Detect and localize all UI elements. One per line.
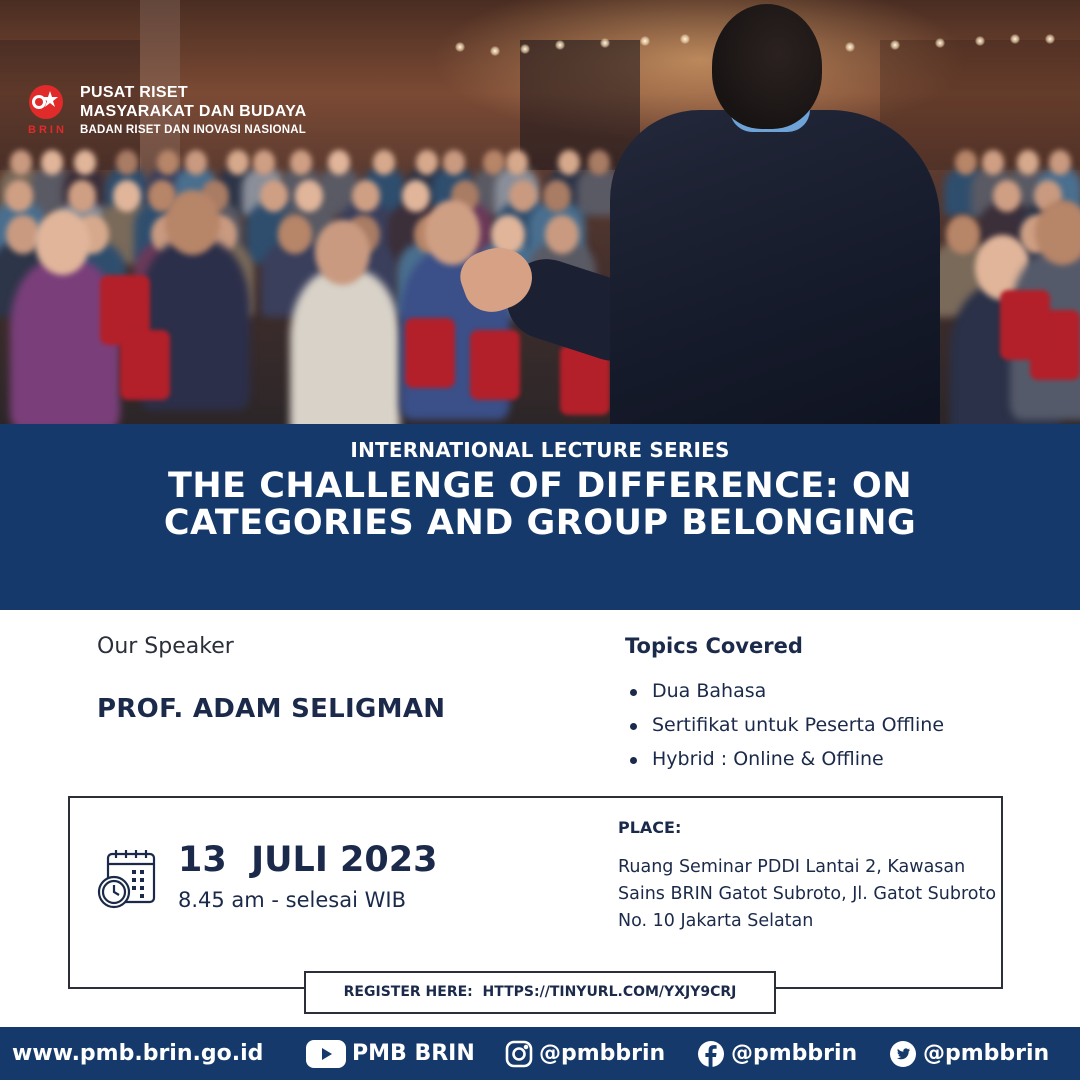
- speaker-name: PROF. ADAM SELIGMAN: [97, 694, 446, 724]
- bullet-icon: [630, 723, 637, 730]
- speaker-caption: Our Speaker: [97, 634, 234, 659]
- youtube-label[interactable]: PMB BRIN: [352, 1041, 475, 1066]
- place-address: Ruang Seminar PDDI Lantai 2, Kawasan Sains BRIN Gatot Subroto, Jl. Gatot Subroto No. 10 Jakarta Selatan: [618, 857, 997, 931]
- topics-list: [628, 680, 944, 782]
- topic-item: [628, 748, 944, 782]
- brin-logo-icon: [26, 84, 72, 142]
- website-link[interactable]: [12, 1027, 263, 1080]
- facebook-link[interactable]: [697, 1027, 857, 1080]
- lecture-title: THE CHALLENGE OF DIFFERENCE: ON CATEGORIES AND GROUP BELONGING: [163, 466, 917, 543]
- youtube-link[interactable]: [306, 1027, 475, 1080]
- topic-label: Hybrid : Online & Offline: [652, 748, 884, 770]
- twitter-label[interactable]: @pmbbrin: [923, 1041, 1050, 1066]
- register-link-box[interactable]: [304, 971, 776, 1014]
- place-heading: PLACE:: [618, 818, 682, 837]
- instagram-link[interactable]: [505, 1027, 665, 1080]
- bullet-icon: [630, 689, 637, 696]
- event-date: 13 JULI 2023: [178, 840, 438, 880]
- instagram-label[interactable]: @pmbbrin: [539, 1041, 666, 1066]
- register-link[interactable]: REGISTER HERE: HTTPS://TINYURL.COM/YXJY9CRJ: [343, 984, 737, 1000]
- topic-item: [628, 680, 944, 714]
- youtube-icon: [306, 1040, 346, 1068]
- topic-label: Dua Bahasa: [652, 680, 767, 702]
- calendar-clock-icon: [96, 848, 158, 910]
- logo-line-1: PUSAT RISET: [80, 84, 188, 101]
- instagram-icon: [505, 1040, 533, 1068]
- hero-photo: [0, 0, 1080, 424]
- twitter-link[interactable]: [889, 1027, 1049, 1080]
- topic-label: Sertifikat untuk Peserta Offline: [652, 714, 945, 736]
- facebook-label[interactable]: @pmbbrin: [731, 1041, 858, 1066]
- topics-heading: Topics Covered: [625, 634, 803, 658]
- series-label: INTERNATIONAL LECTURE SERIES: [350, 438, 730, 462]
- bullet-icon: [630, 757, 637, 764]
- twitter-icon: [889, 1040, 917, 1068]
- brin-logo: [26, 84, 356, 142]
- logo-line-2: MASYARAKAT DAN BUDAYA: [80, 103, 307, 120]
- logo-brin-text: BRIN: [28, 124, 67, 136]
- facebook-icon: [697, 1040, 725, 1068]
- topic-item: [628, 714, 944, 748]
- footer-bar: [0, 1027, 1080, 1080]
- event-time: 8.45 am - selesai WIB: [178, 888, 406, 912]
- logo-line-3: BADAN RISET DAN INOVASI NASIONAL: [80, 124, 306, 136]
- title-band: [0, 424, 1080, 610]
- website-label[interactable]: www.pmb.brin.go.id: [12, 1041, 264, 1066]
